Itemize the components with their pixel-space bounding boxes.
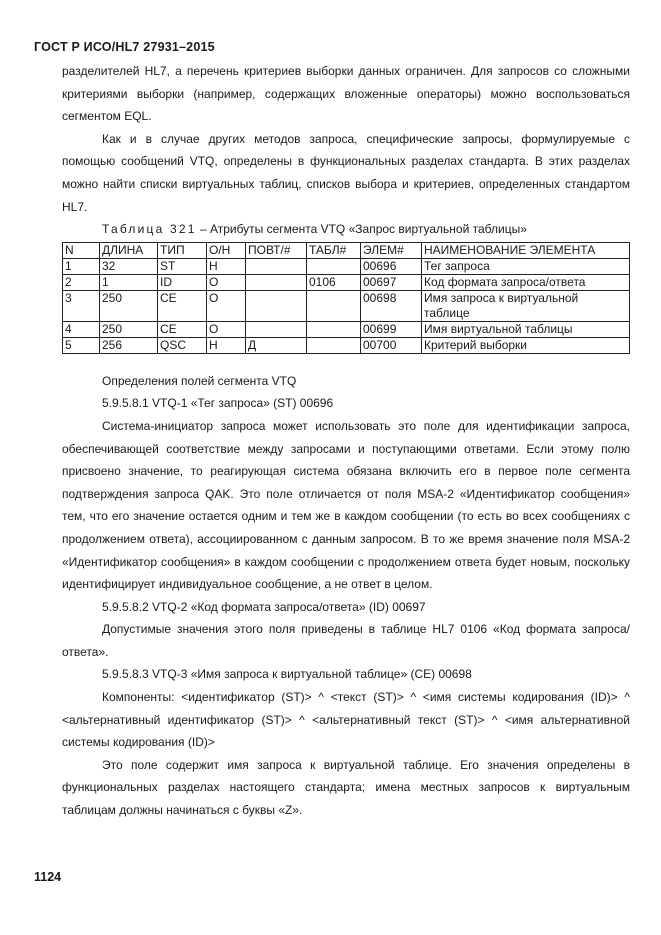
table-cell: О — [207, 321, 246, 337]
intro-paragraph-2: Как и в случае других методов запроса, специфические запросы, формулируемые с помощью сообщений VTQ, определены в функциональных разделах стандарта. В этих разделах можно найти списки виртуальных таблиц, списков выбора и критериев, определенных стандартом HL7. — [62, 131, 630, 214]
table-cell: 00696 — [361, 258, 422, 274]
table-cell: Н — [207, 258, 246, 274]
table-caption-text: – Атрибуты сегмента VTQ «Запрос виртуальной таблицы» — [196, 222, 527, 237]
section-title-vtq-2: 5.9.5.8.2 VTQ-2 «Код формата запроса/ответа» (ID) 00697 — [102, 599, 426, 614]
table-cell: 256 — [100, 337, 158, 353]
table-cell: 1 — [100, 274, 158, 290]
table-cell — [307, 337, 361, 353]
section-text-vtq-1: Система-инициатор запроса может использовать это поле для идентификации запроса, обеспечивающей соответствие между запросами и поступающими ответами. Если этому полю присвоено значение, то реагирующая система обязана включить его в первое поле сегмента подтверждения запроса QAK. Это поле отличается от поля MSA-2 «Идентификатор сообщения» тем, что его значение остается одним и тем же в каждом сообщении (то есть во всех сообщениях с продолжением ответа), ассоциированном с данным запросом. В то же время значение поля MSA-2 «Идентификатор сообщения» в каждом сообщении с продолжением ответа будет новым, поскольку идентифицирует индивидуальное сообщение, а не ответ в целом. — [62, 418, 630, 592]
table-cell: 00698 — [361, 290, 422, 321]
table-cell — [246, 274, 307, 290]
vtq-attributes-table — [62, 242, 630, 354]
col-header-optionality: О/Н — [207, 242, 246, 258]
table-caption — [62, 218, 630, 241]
col-header-length: ДЛИНА — [100, 242, 158, 258]
section-title-vtq-3: 5.9.5.8.3 VTQ-3 «Имя запроса к виртуальной таблице» (CE) 00698 — [102, 667, 472, 682]
col-header-repeat: ПОВТ/# — [246, 242, 307, 258]
table-cell: Код формата запроса/ответа — [422, 274, 630, 290]
table-cell: 4 — [63, 321, 100, 337]
section-components-vtq-3: Компоненты: <идентификатор (ST)> ^ <текст (ST)> ^ <имя системы кодирования (ID)> ^ <альтернативный идентификатор (ST)> ^ <альтернативный текст (ST)> ^ <имя альтернативной системы кодирования (ID)> — [62, 690, 630, 750]
table-cell: 250 — [100, 321, 158, 337]
table-row — [63, 258, 630, 274]
col-header-element: ЭЛЕМ# — [361, 242, 422, 258]
table-row — [63, 321, 630, 337]
table-cell: ST — [158, 258, 207, 274]
table-cell: Критерий выборки — [422, 337, 630, 353]
table-caption-label: Таблица 321 — [102, 222, 197, 237]
table-cell: QSC — [158, 337, 207, 353]
col-header-element-name: НАИМЕНОВАНИЕ ЭЛЕМЕНТА — [422, 242, 630, 258]
standard-header: ГОСТ Р ИСО/HL7 27931–2015 — [34, 40, 215, 54]
table-cell: 0106 — [307, 274, 361, 290]
table-cell: О — [207, 290, 246, 321]
table-cell: 1 — [63, 258, 100, 274]
table-cell — [246, 258, 307, 274]
table-cell: Д — [246, 337, 307, 353]
page-content — [62, 60, 630, 822]
table-cell: 00699 — [361, 321, 422, 337]
table-cell: 00697 — [361, 274, 422, 290]
table-cell: Имя запроса к виртуальной таблице — [422, 290, 630, 321]
table-cell — [307, 258, 361, 274]
table-row — [63, 274, 630, 290]
table-cell: О — [207, 274, 246, 290]
table-cell: Тег запроса — [422, 258, 630, 274]
table-cell — [246, 290, 307, 321]
table-row — [63, 337, 630, 353]
table-header-row — [63, 242, 630, 258]
page-number: 1124 — [34, 870, 62, 884]
table-cell: ID — [158, 274, 207, 290]
table-cell: 3 — [63, 290, 100, 321]
table-cell: 00700 — [361, 337, 422, 353]
table-cell: 32 — [100, 258, 158, 274]
field-definitions-title: Определения полей сегмента VTQ — [102, 373, 297, 388]
table-cell — [246, 321, 307, 337]
intro-paragraph-1: разделителей HL7, а перечень критериев выборки данных ограничен. Для запросов со сложными критериями выборки (например, содержащих вложенные операторы) можно воспользоваться сегментом EQL. — [62, 64, 630, 124]
col-header-type: ТИП — [158, 242, 207, 258]
table-cell — [307, 321, 361, 337]
table-cell: CE — [158, 321, 207, 337]
table-cell: 5 — [63, 337, 100, 353]
table-cell: CE — [158, 290, 207, 321]
section-text-vtq-2: Допустимые значения этого поля приведены в таблице HL7 0106 «Код формата запроса/ответа». — [62, 622, 630, 659]
table-cell: Имя виртуальной таблицы — [422, 321, 630, 337]
table-cell: 250 — [100, 290, 158, 321]
table-row — [63, 290, 630, 321]
table-cell: Н — [207, 337, 246, 353]
table-cell — [307, 290, 361, 321]
section-title-vtq-1: 5.9.5.8.1 VTQ-1 «Тег запроса» (ST) 00696 — [102, 396, 334, 411]
col-header-table: ТАБЛ# — [307, 242, 361, 258]
col-header-n: N — [63, 242, 100, 258]
table-cell: 2 — [63, 274, 100, 290]
section-text-vtq-3: Это поле содержит имя запроса к виртуальной таблице. Его значения определены в функциональных разделах настоящего стандарта; имена местных запросов к виртуальным таблицам должны начинаться с буквы «Z». — [62, 757, 630, 818]
